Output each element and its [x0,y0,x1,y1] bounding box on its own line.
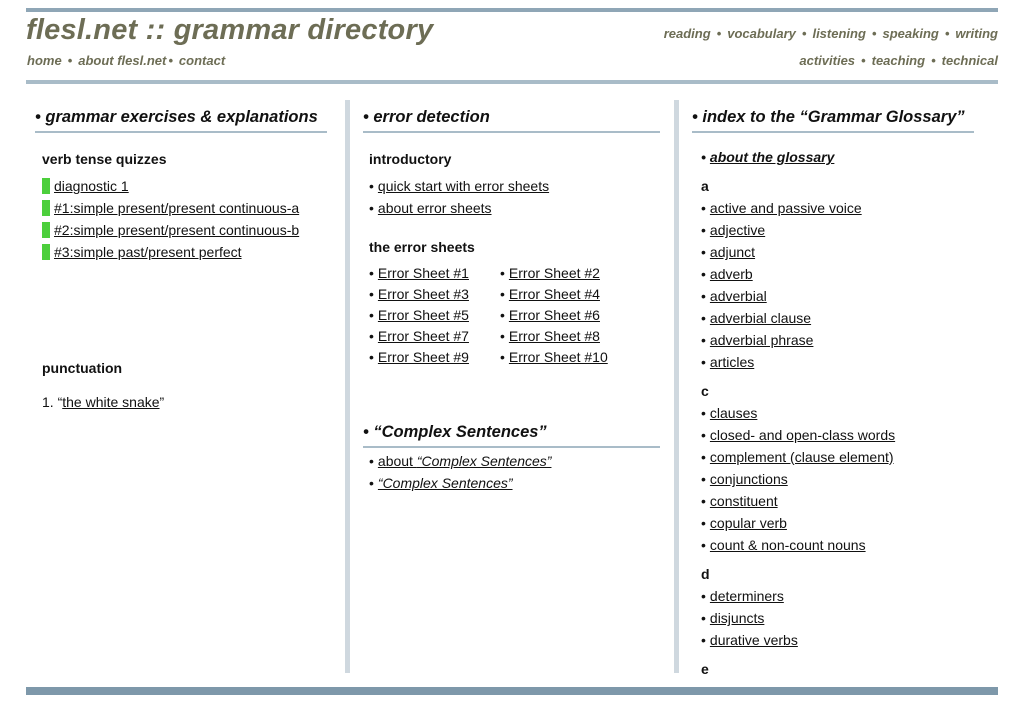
list-bullet: • [369,200,374,216]
glossary-item [701,405,757,421]
error-sheet-item [500,265,600,281]
about-error-sheets-link[interactable]: about error sheets [377,200,492,216]
column-divider [674,100,679,673]
heading-bullet: • [692,108,698,126]
error-sheet-link[interactable]: Error Sheet #7 [377,328,469,344]
glossary-link[interactable]: copular verb [709,515,787,531]
glossary-item [701,200,862,216]
glossary-item [701,588,784,604]
letter-c: c [701,383,709,399]
nav-contact[interactable]: contact [178,53,226,68]
glossary-item [701,493,778,509]
right-nav-top [664,26,998,41]
left-nav [27,53,225,68]
list-bullet: • [701,515,706,531]
nav-separator: • [801,26,807,41]
glossary-item [701,266,753,282]
list-bullet: • [369,475,374,491]
glossary-item [701,427,895,443]
quiz-item [42,244,242,260]
glossary-item [701,515,787,531]
glossary-item [701,610,764,626]
glossary-item [701,449,894,465]
glossary-link[interactable]: conjunctions [709,471,788,487]
heading-bullet: • [363,108,369,126]
error-sheet-item [369,328,469,344]
letter-d: d [701,566,710,582]
quiz-marker-icon [42,222,50,238]
list-bullet: • [701,266,706,282]
list-bullet: • [701,537,706,553]
nav-teaching[interactable]: teaching [871,53,926,68]
nav-home[interactable]: home [27,53,62,68]
quick-start-link[interactable]: quick start with error sheets [377,178,550,194]
about-title: “Complex Sentences” [416,453,552,469]
nav-technical[interactable]: technical [941,53,998,68]
letter-a: a [701,178,709,194]
quiz-link-1[interactable]: #1:simple present/present continuous-a [54,200,300,216]
complex-item [369,475,513,491]
quiz-link-diagnostic-1[interactable]: diagnostic 1 [54,178,129,194]
nav-reading[interactable]: reading [663,26,711,41]
nav-separator: • [944,26,950,41]
punctuation-title: punctuation [42,360,123,376]
list-bullet: • [369,178,374,194]
list-bullet: • [500,265,505,281]
list-bullet: • [701,354,706,370]
glossary-link[interactable]: adjunct [709,244,756,260]
heading-text: grammar exercises & explanations [45,108,318,126]
list-bullet: • [500,328,505,344]
nav-separator: • [861,53,866,68]
intro-item [369,178,549,194]
top-rule [26,8,998,12]
intro-item [369,200,492,216]
nav-separator: • [67,53,73,68]
heading-text: index to the “Grammar Glossary” [702,108,965,126]
glossary-link[interactable]: clauses [709,405,758,421]
complex-item [369,453,551,469]
error-sheet-link[interactable]: Error Sheet #6 [508,307,600,323]
list-bullet: • [701,332,706,348]
heading-text: “Complex Sentences” [373,423,547,441]
list-bullet: • [701,405,706,421]
nav-speaking[interactable]: speaking [882,26,939,41]
about-glossary-item [701,149,834,165]
white-snake-link[interactable]: the white snake [62,394,160,410]
quiz-marker-icon [42,178,50,194]
verb-tense-quizzes-title: verb tense quizzes [42,151,167,167]
nav-about[interactable]: about flesl.net [78,53,167,68]
punctuation-item [42,394,164,410]
error-sheet-link[interactable]: Error Sheet #9 [377,349,469,365]
nav-vocabulary[interactable]: vocabulary [727,26,796,41]
list-bullet: • [701,610,706,626]
glossary-link[interactable]: active and passive voice [709,200,862,216]
list-bullet: • [701,288,706,304]
about-complex-sentences-link[interactable] [378,453,552,469]
error-sheet-item [369,349,469,365]
glossary-link[interactable]: adverbial phrase [709,332,814,348]
glossary-link[interactable]: disjuncts [709,610,765,626]
quiz-item [42,222,299,238]
glossary-link[interactable]: closed- and open-class words [709,427,896,443]
error-sheet-link[interactable]: Error Sheet #2 [508,265,600,281]
quiz-marker-icon [42,244,50,260]
nav-separator: • [716,26,722,41]
site-title: flesl.net :: grammar directory [26,14,434,46]
glossary-link[interactable]: durative verbs [709,632,798,648]
glossary-item [701,310,811,326]
nav-separator: • [931,53,936,68]
glossary-item [701,332,813,348]
glossary-item [701,354,754,370]
heading-text: error detection [373,108,490,126]
nav-writing[interactable]: writing [955,26,998,41]
glossary-link[interactable]: determiners [709,588,784,604]
list-bullet: • [701,471,706,487]
quiz-link-2[interactable]: #2:simple present/present continuous-b [54,222,300,238]
heading-bullet: • [363,423,369,441]
nav-separator: • [871,26,877,41]
error-sheet-item [500,307,600,323]
quiz-item [42,200,299,216]
list-bullet: • [701,200,706,216]
glossary-item [701,537,866,553]
heading-bullet: • [35,108,41,126]
glossary-link[interactable]: adjective [709,222,766,238]
header-rule [26,80,998,84]
list-bullet: • [369,349,374,365]
glossary-item [701,288,767,304]
glossary-item [701,632,798,648]
glossary-link[interactable]: adverbial [709,288,767,304]
error-sheet-link[interactable]: Error Sheet #5 [377,307,469,323]
grammar-exercises-heading [35,108,327,133]
list-bullet: • [500,307,505,323]
list-bullet: • [701,449,706,465]
error-sheet-item [369,265,469,281]
list-bullet: • [369,286,374,302]
column-divider [345,100,350,673]
glossary-item [701,471,788,487]
error-sheet-link[interactable]: Error Sheet #8 [508,328,600,344]
glossary-link[interactable]: count & non-count nouns [709,537,866,553]
quiz-marker-icon [42,200,50,216]
quiz-item [42,178,129,194]
complex-sentences-link[interactable] [378,475,513,491]
glossary-link[interactable]: adverbial clause [709,310,812,326]
glossary-item [701,222,765,238]
glossary-index-heading [692,108,974,133]
punct-suffix: ” [159,394,165,410]
glossary-link[interactable]: articles [709,354,755,370]
error-sheet-item [369,307,469,323]
complex-title: “Complex Sentences” [377,475,513,491]
glossary-link[interactable]: complement (clause element) [709,449,894,465]
nav-listening[interactable]: listening [812,26,866,41]
list-bullet: • [369,328,374,344]
about-prefix: about [377,453,417,469]
about-glossary-link[interactable]: about the glossary [709,149,835,165]
list-bullet: • [500,286,505,302]
error-detection-heading [363,108,660,133]
list-bullet: • [701,244,706,260]
introductory-title: introductory [369,151,452,167]
glossary-item [701,244,755,260]
list-bullet: • [500,349,505,365]
list-bullet: • [701,310,706,326]
list-bullet: • [369,265,374,281]
error-sheets-title: the error sheets [369,239,475,255]
list-bullet: • [701,427,706,443]
nav-activities[interactable]: activities [799,53,856,68]
error-sheet-link[interactable]: Error Sheet #3 [377,286,469,302]
error-sheet-item [500,328,600,344]
complex-sentences-heading [363,423,660,448]
error-sheet-item [500,286,600,302]
glossary-link[interactable]: adverb [709,266,753,282]
bottom-rule [26,687,998,695]
list-bullet: • [701,588,706,604]
error-sheet-link[interactable]: Error Sheet #10 [508,349,608,365]
right-nav-bottom [799,53,998,68]
list-bullet: • [701,493,706,509]
glossary-link[interactable]: constituent [709,493,778,509]
error-sheet-item [369,286,469,302]
nav-separator: • [168,53,173,68]
list-bullet: • [701,149,706,165]
letter-e: e [701,661,709,677]
error-sheet-link[interactable]: Error Sheet #4 [508,286,600,302]
list-bullet: • [369,307,374,323]
list-bullet: • [369,453,374,469]
quiz-link-3[interactable]: #3:simple past/present perfect [54,244,242,260]
list-bullet: • [701,222,706,238]
error-sheet-item [500,349,608,365]
error-sheet-link[interactable]: Error Sheet #1 [377,265,469,281]
list-bullet: • [701,632,706,648]
punct-prefix: 1. “ [42,394,63,410]
